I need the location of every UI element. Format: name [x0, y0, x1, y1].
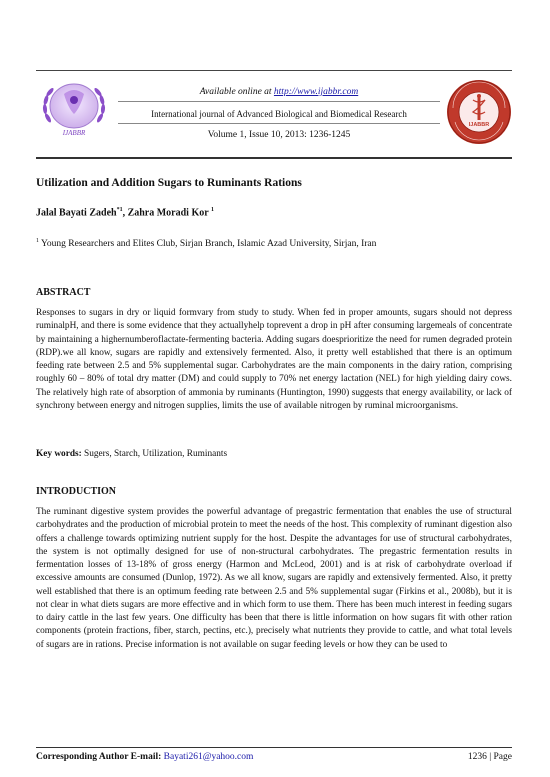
- page-number: 1236 | Page: [467, 752, 512, 762]
- introduction-heading: INTRODUCTION: [36, 486, 117, 497]
- author-2-marker: 1: [211, 207, 215, 213]
- corresponding-author: [36, 752, 253, 762]
- corresponding-author-label: Corresponding Author E-mail:: [36, 752, 164, 762]
- header-inner-rule-1: [118, 101, 440, 102]
- author-2: , Zahra Moradi Kor: [122, 207, 212, 219]
- right-seal-text: IJABBR: [468, 122, 490, 128]
- author-1-marker: *1: [116, 207, 123, 213]
- author-1: Jalal Bayati Zadeh: [36, 207, 117, 219]
- footer-rule: [36, 747, 512, 748]
- header-top-rule: [36, 70, 512, 71]
- left-journal-logo: [36, 78, 112, 138]
- header-bottom-rule: [36, 157, 512, 159]
- affiliation-text: Young Researchers and Elites Club, Sirjan Branch, Islamic Azad University, Sirjan, Iran: [39, 239, 377, 250]
- available-online-line: [118, 87, 440, 97]
- journal-website-link[interactable]: http://www.ijabbr.com: [273, 87, 359, 97]
- affiliation-line: [36, 238, 376, 249]
- abstract-body: Responses to sugars in dry or liquid formvary from study to study. When fed in proper amounts, sugars should not depress ruminalpH, and there is some evidence that they actuallyhelp toprevent a drop in pH after consuming largemeals of concentrate by maintaining a highernumberoflactate-fermenting bacteria. Adding sugars doesprioritize the need for rumen degraded protein (RDP).we all know, sugars are rapidly and extensively fermented. Also, it pretty well established that there is an optimum feeding rate between 2.5 and 5% supplemental sugar. Carbohydrates are the main components in the dairy ration, comprising roughly 60 – 80% of total dry matter (DM) and could supply to 70% net energy lactation (NEL) for high yielding dairy cows. The relatively high rate of absorption of ammonia by ruminants (Huntington, 1990) suggests that energy availability, or lack of synchrony between energy and nitrogen supplies, limits the use of available nitrogen by ruminal microorganisms.: [36, 308, 512, 411]
- left-logo-text: IJABBR: [62, 129, 86, 137]
- introduction-body: The ruminant digestive system provides the powerful advantage of pregastric fermentation that enables the use of structural carbohydrates and the production of microbial protein to meet the needs of the host. This complexity of ruminant digestion also offers a challenge towards optimizing nutrient supply for the host. Despite the advantages for use of structural carbohydrates, the system is not optimally designed for use of non-structural carbohydrates. The pregastric fermentation results in fermentation losses of 13-18% of gross energy (Harmon and McLeod, 2001) and is at risk of carbohydrate overload if excessive amounts are consumed (Dunlop, 1972). As we all know, sugars are rapidly and extensively fermented. Also, it pretty well established that there is an optimum feeding rate between 2.5 and 5% supplemental sugar (Firkins et al., 2008b), but it is not clear in what diets sugars are more effective and in which form to use them. There has been much interest in feeding sugars to dairy cattle in the last few years. One difficulty has been that there is little information on how sugars fit with other ration components (protein fractions, fiber, starch, pectins, etc.), precisely what nutrients they provide to cattle, and what total levels of sugars are in rations. Precise information is not available on sugar feeding levels or how they can be used to: [36, 507, 512, 650]
- article-title: Utilization and Addition Sugars to Ruminants Rations: [36, 177, 302, 189]
- affiliation-marker: 1: [36, 238, 39, 244]
- issue-info: Volume 1, Issue 10, 2013: 1236-1245: [207, 130, 351, 140]
- author-line: [36, 207, 214, 218]
- header-inner-rule-2: [118, 123, 440, 124]
- keywords-line: [36, 448, 512, 461]
- keywords-label: Key words:: [36, 449, 82, 459]
- author-email-link[interactable]: Bayati261@yahoo.com: [163, 752, 254, 762]
- journal-name: International journal of Advanced Biological and Biomedical Research: [151, 109, 407, 119]
- keywords-text: Sugers, Starch, Utilization, Ruminants: [81, 449, 228, 459]
- right-journal-seal: [445, 78, 513, 146]
- available-online-label: Available online at: [199, 87, 274, 97]
- abstract-heading: ABSTRACT: [36, 287, 91, 298]
